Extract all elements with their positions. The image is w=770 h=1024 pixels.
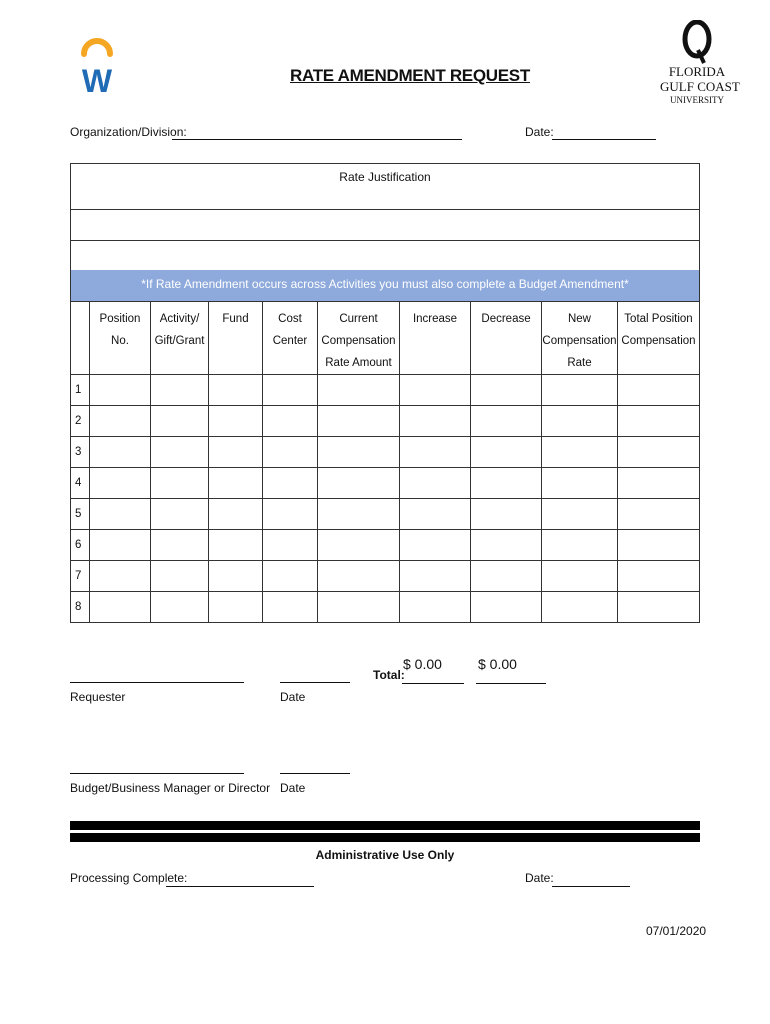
row-number: 8 [71, 592, 90, 623]
row-number: 5 [71, 499, 90, 530]
justification-line-2[interactable] [71, 240, 699, 271]
svg-text:W: W [81, 63, 113, 98]
page-title: RATE AMENDMENT REQUEST [290, 66, 530, 85]
admin-divider-bottom [70, 833, 700, 842]
table-cell[interactable] [542, 499, 618, 530]
processing-complete-field[interactable] [166, 871, 314, 887]
table-cell[interactable] [618, 468, 700, 499]
table-cell[interactable] [151, 437, 209, 468]
table-cell[interactable] [90, 406, 151, 437]
justification-line-1[interactable] [71, 209, 699, 240]
col-total-compensation: Total Position Compensation [618, 302, 700, 375]
table-cell[interactable] [471, 437, 542, 468]
table-cell[interactable] [318, 406, 400, 437]
row-number: 7 [71, 561, 90, 592]
total-increase-line [402, 683, 464, 684]
table-cell[interactable] [471, 468, 542, 499]
table-cell[interactable] [90, 561, 151, 592]
header-date-field[interactable] [552, 125, 656, 140]
table-cell[interactable] [400, 375, 471, 406]
requester-label: Requester [70, 690, 126, 704]
table-cell[interactable] [90, 499, 151, 530]
col-activity: Activity/ Gift/Grant [151, 302, 209, 375]
table-cell[interactable] [263, 592, 318, 623]
table-row [71, 530, 700, 561]
table-cell[interactable] [471, 406, 542, 437]
manager-date-line[interactable] [280, 773, 350, 774]
table-cell[interactable] [209, 437, 263, 468]
budget-amendment-notice: *If Rate Amendment occurs across Activities you must also complete a Budget Amendment* [70, 270, 700, 301]
table-cell[interactable] [618, 406, 700, 437]
col-increase: Increase [400, 302, 471, 375]
table-row [71, 561, 700, 592]
col-fund: Fund [209, 302, 263, 375]
table-cell[interactable] [542, 375, 618, 406]
table-cell[interactable] [90, 592, 151, 623]
rate-table [70, 301, 700, 623]
table-cell[interactable] [400, 406, 471, 437]
row-number: 4 [71, 468, 90, 499]
col-cost-center: Cost Center [263, 302, 318, 375]
table-cell[interactable] [471, 592, 542, 623]
table-cell[interactable] [90, 530, 151, 561]
table-cell[interactable] [209, 468, 263, 499]
table-cell[interactable] [542, 437, 618, 468]
table-cell[interactable] [618, 561, 700, 592]
org-division-field[interactable] [172, 125, 462, 140]
table-cell[interactable] [318, 592, 400, 623]
table-row [71, 499, 700, 530]
table-cell[interactable] [263, 375, 318, 406]
table-cell[interactable] [209, 592, 263, 623]
header-date-label: Date: [525, 125, 554, 139]
table-cell[interactable] [151, 592, 209, 623]
table-cell[interactable] [618, 437, 700, 468]
table-cell[interactable] [318, 375, 400, 406]
workday-logo-icon [80, 34, 114, 98]
table-cell[interactable] [318, 530, 400, 561]
manager-date-label: Date [280, 781, 306, 795]
col-current-rate: Current Compensation Rate Amount [318, 302, 400, 375]
table-row [71, 406, 700, 437]
total-increase-value: $ 0.00 [403, 656, 442, 672]
table-cell[interactable] [318, 499, 400, 530]
table-cell[interactable] [542, 561, 618, 592]
table-cell[interactable] [209, 375, 263, 406]
table-cell[interactable] [263, 406, 318, 437]
table-cell[interactable] [151, 406, 209, 437]
table-cell[interactable] [400, 561, 471, 592]
row-number-header [71, 302, 90, 375]
manager-label: Budget/Business Manager or Director [70, 781, 271, 795]
table-cell[interactable] [618, 530, 700, 561]
table-cell[interactable] [263, 468, 318, 499]
table-row [71, 437, 700, 468]
fgcu-line1: FLORIDA [668, 64, 726, 79]
admin-divider-top [70, 821, 700, 830]
requester-date-label: Date [280, 690, 306, 704]
table-cell[interactable] [151, 375, 209, 406]
table-row [71, 592, 700, 623]
requester-signature-line[interactable] [70, 682, 244, 683]
table-cell[interactable] [471, 375, 542, 406]
table-cell[interactable] [209, 561, 263, 592]
row-number: 1 [71, 375, 90, 406]
row-number: 6 [71, 530, 90, 561]
admin-date-field[interactable] [552, 871, 630, 887]
table-cell[interactable] [263, 561, 318, 592]
table-cell[interactable] [90, 468, 151, 499]
table-cell[interactable] [618, 592, 700, 623]
table-cell[interactable] [151, 530, 209, 561]
processing-complete-label: Processing Complete: [70, 871, 188, 885]
table-cell[interactable] [471, 561, 542, 592]
table-row [71, 375, 700, 406]
col-decrease: Decrease [471, 302, 542, 375]
table-cell[interactable] [542, 592, 618, 623]
table-cell[interactable] [90, 437, 151, 468]
fgcu-logo [660, 20, 740, 125]
table-cell[interactable] [318, 468, 400, 499]
table-cell[interactable] [318, 561, 400, 592]
workday-logo [80, 34, 114, 98]
table-cell[interactable] [400, 437, 471, 468]
table-cell[interactable] [151, 499, 209, 530]
revision-date: 07/01/2020 [646, 924, 707, 938]
table-header-row [71, 302, 700, 375]
table-cell[interactable] [263, 530, 318, 561]
table-cell[interactable] [471, 530, 542, 561]
table-cell[interactable] [318, 437, 400, 468]
table-cell[interactable] [400, 592, 471, 623]
table-cell[interactable] [151, 468, 209, 499]
table-cell[interactable] [151, 561, 209, 592]
total-label: Total: [373, 668, 405, 682]
table-cell[interactable] [209, 530, 263, 561]
table-cell[interactable] [263, 437, 318, 468]
table-cell[interactable] [263, 499, 318, 530]
table-cell[interactable] [209, 406, 263, 437]
table-cell[interactable] [400, 499, 471, 530]
rate-justification-box [70, 163, 700, 271]
table-cell[interactable] [209, 499, 263, 530]
fgcu-line3: UNIVERSITY [670, 95, 724, 105]
requester-date-line[interactable] [280, 682, 350, 683]
table-cell[interactable] [542, 468, 618, 499]
admin-heading: Administrative Use Only [315, 848, 455, 862]
table-cell[interactable] [618, 499, 700, 530]
table-cell[interactable] [471, 499, 542, 530]
table-cell[interactable] [400, 530, 471, 561]
col-new-rate: New Compensation Rate [542, 302, 618, 375]
table-cell[interactable] [400, 468, 471, 499]
manager-signature-line[interactable] [70, 773, 244, 774]
table-cell[interactable] [542, 530, 618, 561]
fgcu-q-icon [682, 20, 712, 64]
admin-date-label: Date: [525, 871, 554, 885]
total-decrease-line [476, 683, 546, 684]
col-position-no: Position No. [90, 302, 151, 375]
org-division-label: Organization/Division: [70, 125, 187, 139]
table-cell[interactable] [90, 375, 151, 406]
table-row [71, 468, 700, 499]
table-cell[interactable] [618, 375, 700, 406]
row-number: 3 [71, 437, 90, 468]
rate-justification-heading: Rate Justification [339, 170, 431, 184]
total-decrease-value: $ 0.00 [478, 656, 517, 672]
table-cell[interactable] [542, 406, 618, 437]
row-number: 2 [71, 406, 90, 437]
fgcu-line2: GULF COAST [660, 79, 740, 94]
